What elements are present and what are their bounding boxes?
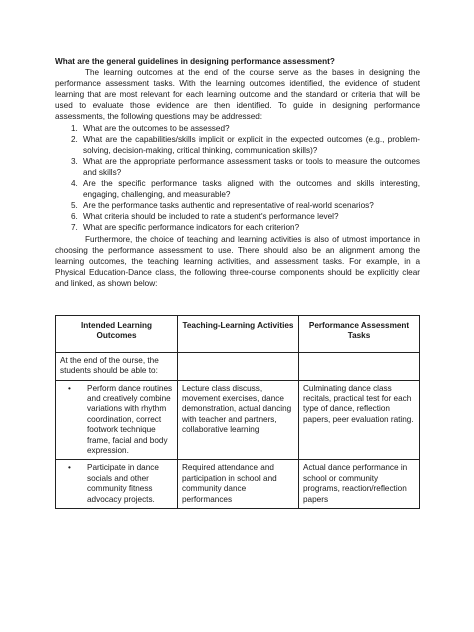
section-heading: What are the general guidelines in designing performance assessment?: [55, 57, 335, 66]
bullet-dot: •: [68, 463, 71, 473]
activities-cell: Required attendance and participation in school and community dance performances: [178, 460, 299, 509]
question-number: 7.: [71, 223, 78, 233]
header-intended-learning-outcomes: Intended Learning Outcomes: [56, 316, 178, 353]
question-item: [71, 200, 420, 211]
questions-list: [55, 123, 420, 234]
question-item: [71, 134, 420, 156]
question-item: [71, 156, 420, 178]
question-text: What are the outcomes to be assessed?: [83, 123, 230, 133]
table-row: [56, 352, 420, 380]
document-body: [55, 56, 420, 289]
outcome-bullet-item: [60, 463, 173, 505]
table-header-row: [56, 316, 420, 353]
empty-cell: [299, 352, 420, 380]
table-row: [56, 460, 420, 509]
question-text: Are the specific performance tasks aligned with the outcomes and skills interesting, engaging, challenging, and measurable?: [83, 179, 420, 200]
question-number: 3.: [71, 156, 78, 166]
bullet-dot: •: [68, 383, 71, 393]
outcome-bullet-item: [60, 384, 173, 457]
question-item: [71, 211, 420, 222]
outcome-text: Participate in dance socials and other community fitness advocacy projects.: [87, 463, 159, 504]
empty-cell: [178, 352, 299, 380]
question-text: What are the capabilities/skills implicit or explicit in the expected outcomes (e.g., problem-solving, decision-making, critical thinking, communication skills)?: [83, 134, 420, 155]
outcome-cell: [56, 460, 178, 509]
question-text: What criteria should be included to rate a student's performance level?: [83, 212, 339, 222]
question-number: 5.: [71, 201, 78, 211]
intro-paragraph: The learning outcomes at the end of the course serve as the bases in designing the performance assessment tasks. With the learning outcomes identified, the evidence of student learning that are most relevant for each learning outcome and the standard or criteria that will be used to evaluate those evidence are then identified. To guide in designing performance assessments, the following questions may be addressed:: [55, 68, 420, 122]
question-number: 2.: [71, 134, 78, 144]
header-performance-assessment-tasks: Performance Assessment Tasks: [299, 316, 420, 353]
alignment-table: [55, 315, 420, 509]
question-number: 4.: [71, 179, 78, 189]
question-number: 6.: [71, 212, 78, 222]
table-row: [56, 380, 420, 460]
question-text: What are specific performance indicators for each criterion?: [83, 223, 300, 233]
outcome-text: Perform dance routines and creatively combine variations with rhythm coordination, correct footwork technique frame, facial and body expression.: [87, 383, 173, 456]
lead-cell: At the end of the ourse, the students should be able to:: [56, 352, 178, 380]
question-item: [71, 123, 420, 134]
question-item: [71, 222, 420, 233]
tasks-cell: Actual dance performance in school or community programs, reaction/reflection papers: [299, 460, 420, 509]
outcome-cell: [56, 380, 178, 460]
tasks-cell: Culminating dance class recitals, practical test for each type of dance, reflection papers, peer evaluation rating.: [299, 380, 420, 460]
closing-paragraph: Furthermore, the choice of teaching and learning activities is also of utmost importance in choosing the performance assessment to use. There should also be an alignment among the learning outcomes, the teaching learning activities, and assessment tasks. For example, in a Physical Education-Dance class, the following three-course components should be explicitly clear and linked, as shown below:: [55, 234, 420, 288]
activities-cell: Lecture class discuss, movement exercises, dance demonstration, actual dancing with teacher and partners, collaborative learning: [178, 380, 299, 460]
question-item: [71, 178, 420, 200]
header-teaching-learning-activities: Teaching-Learning Activities: [178, 316, 299, 353]
question-number: 1.: [71, 123, 78, 133]
question-text: What are the appropriate performance assessment tasks or tools to measure the outcomes and skills?: [83, 156, 420, 177]
question-text: Are the performance tasks authentic and representative of real-world scenarios?: [83, 201, 374, 211]
